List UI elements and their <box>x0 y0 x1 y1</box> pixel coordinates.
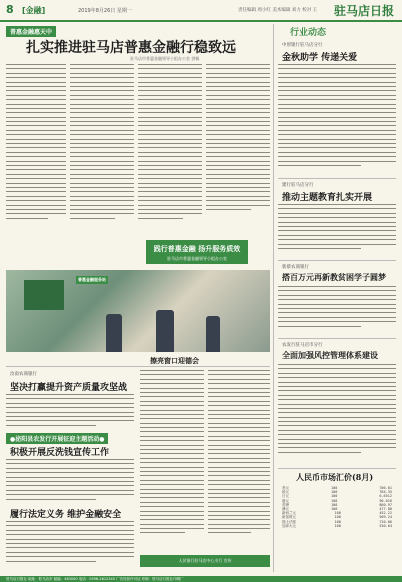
rate-cell: 720.06 <box>379 519 392 524</box>
rate-cell: 100 <box>331 506 338 511</box>
photo-caption: 擦亮窗口迎德会 <box>150 357 199 365</box>
right-story-2-text <box>278 204 396 256</box>
lower-headline-2: 积极开展反洗钱宣传工作 <box>10 448 110 458</box>
rate-cell: 860.97 <box>379 502 392 507</box>
lead-photo <box>6 270 270 352</box>
rate-cell: 瑞士法郎 <box>282 519 296 524</box>
rate-cell: 784.35 <box>379 490 392 495</box>
right-kicker-4: 农发行驻马店市分行 <box>282 343 323 348</box>
right-divider <box>278 338 396 339</box>
right-kicker-2: 建行驻马店分行 <box>282 183 314 188</box>
rate-cell: 100 <box>331 490 338 495</box>
lower-story-2-text <box>6 459 134 503</box>
section-divider <box>6 366 270 367</box>
photo-person <box>156 310 174 352</box>
bottom-banner-text: 人民银行驻马店中心支行 宣传 <box>178 558 232 563</box>
right-divider <box>278 260 396 261</box>
column-divider <box>273 24 274 572</box>
right-headline-2: 推动主题教育扎实开展 <box>282 193 373 203</box>
rate-cell: 美元 <box>282 486 289 490</box>
right-kicker-1: 中原银行驻马店分行 <box>282 43 323 48</box>
rate-cell: 加拿大元 <box>282 523 296 528</box>
rate-table <box>282 486 392 528</box>
right-divider <box>278 468 396 469</box>
editor-line: 责任编辑 周小红 美术编辑 刘力 校对 王 <box>238 8 318 13</box>
right-headline-3: 搭百万元再新教贫困学子圆梦 <box>282 272 386 282</box>
rate-cell: 新西兰元 <box>282 511 296 516</box>
photo-person <box>106 314 122 352</box>
slogan-line-1: 践行普惠金融 扬升服务质效 <box>153 245 241 253</box>
rate-cell: 100 <box>334 515 341 520</box>
right-divider <box>278 178 396 179</box>
page-number: 8 <box>6 3 14 16</box>
right-column-logo: 行业动态 <box>290 28 327 38</box>
lower-headline-1: 坚决打赢提升资产质量攻坚战 <box>10 383 128 393</box>
right-story-1-text <box>278 64 396 174</box>
page-footer <box>0 576 402 582</box>
lower-story-3-text <box>6 521 134 563</box>
rate-cell: 100 <box>334 523 341 528</box>
lower-right-column <box>208 370 270 550</box>
rate-table-title: 人民币市场汇价(8月) <box>296 472 374 482</box>
rate-cell: 509.24 <box>379 515 392 520</box>
lower-story-1-text <box>6 394 134 428</box>
slogan-line-2: 驻马店市普惠金融领导小组办公室 <box>167 256 227 261</box>
page-header <box>0 0 402 22</box>
photo-window <box>24 280 64 310</box>
newspaper-brand: 驻马店日报 <box>333 4 394 18</box>
lower-headline-3: 履行法定义务 维护金融安全 <box>10 510 122 520</box>
lead-column-1 <box>70 64 134 240</box>
rate-cell: 100 <box>331 502 338 507</box>
rate-cell: 澳元 <box>282 506 289 511</box>
rate-cell: 日元 <box>282 494 289 499</box>
bottom-banner <box>140 555 270 567</box>
lower-middle-column <box>140 370 204 550</box>
lower-kicker: 汝南农商银行 <box>10 372 37 377</box>
rate-cell: 港元 <box>282 498 289 503</box>
photo-sign: 普惠金融服务站 <box>78 277 106 282</box>
lower-banner: ●泌阳县农发行开展征迎主题活动● <box>6 433 108 444</box>
lead-column-2 <box>138 64 202 240</box>
lead-intro-text <box>6 64 66 240</box>
photo-person <box>206 316 220 352</box>
rate-cell: 706.01 <box>379 486 392 490</box>
rate-cell: 477.80 <box>379 506 392 511</box>
right-headline-1: 金秋助学 传递关爱 <box>282 53 358 63</box>
slogan-box <box>146 240 248 264</box>
rate-row <box>282 524 392 528</box>
footer-text: 驻马店日报社 地址：驻马店市 邮编：463000 电话：0396-2612345 广告经营许可证 印刷：驻马店日报社印刷厂 <box>6 577 184 581</box>
issue-date: 2019年8月26日 星期一 <box>78 8 132 14</box>
right-kicker-3: 新蔡农商银行 <box>282 265 309 270</box>
rate-cell: 100 <box>331 486 338 490</box>
rate-cell: 100 <box>334 511 341 516</box>
rate-cell: 530.64 <box>379 523 392 528</box>
right-story-3-text <box>278 286 396 334</box>
lead-headline: 扎实推进驻马店普惠金融行稳致远 <box>26 40 236 56</box>
rate-cell: 90.016 <box>379 498 392 503</box>
rate-cell: 100 <box>331 498 338 503</box>
right-story-4-text <box>278 364 396 464</box>
rate-cell: 100 <box>331 494 338 499</box>
rate-cell: 英镑 <box>282 502 289 507</box>
rate-cell: 452.22 <box>379 511 392 516</box>
lead-byline: 驻马店市普惠金融领导小组办公室 供稿 <box>130 56 200 61</box>
right-headline-4: 全面加强风控管理体系建设 <box>282 350 378 360</box>
section-name: [金融] <box>22 6 46 15</box>
rate-cell: 6.6512 <box>379 494 392 499</box>
lead-banner: 普惠金融惠天中 <box>6 26 56 37</box>
rate-cell: 100 <box>334 519 341 524</box>
lead-column-3 <box>206 64 270 234</box>
rate-cell: 新加坡元 <box>282 515 296 520</box>
rate-cell: 欧元 <box>282 490 289 495</box>
